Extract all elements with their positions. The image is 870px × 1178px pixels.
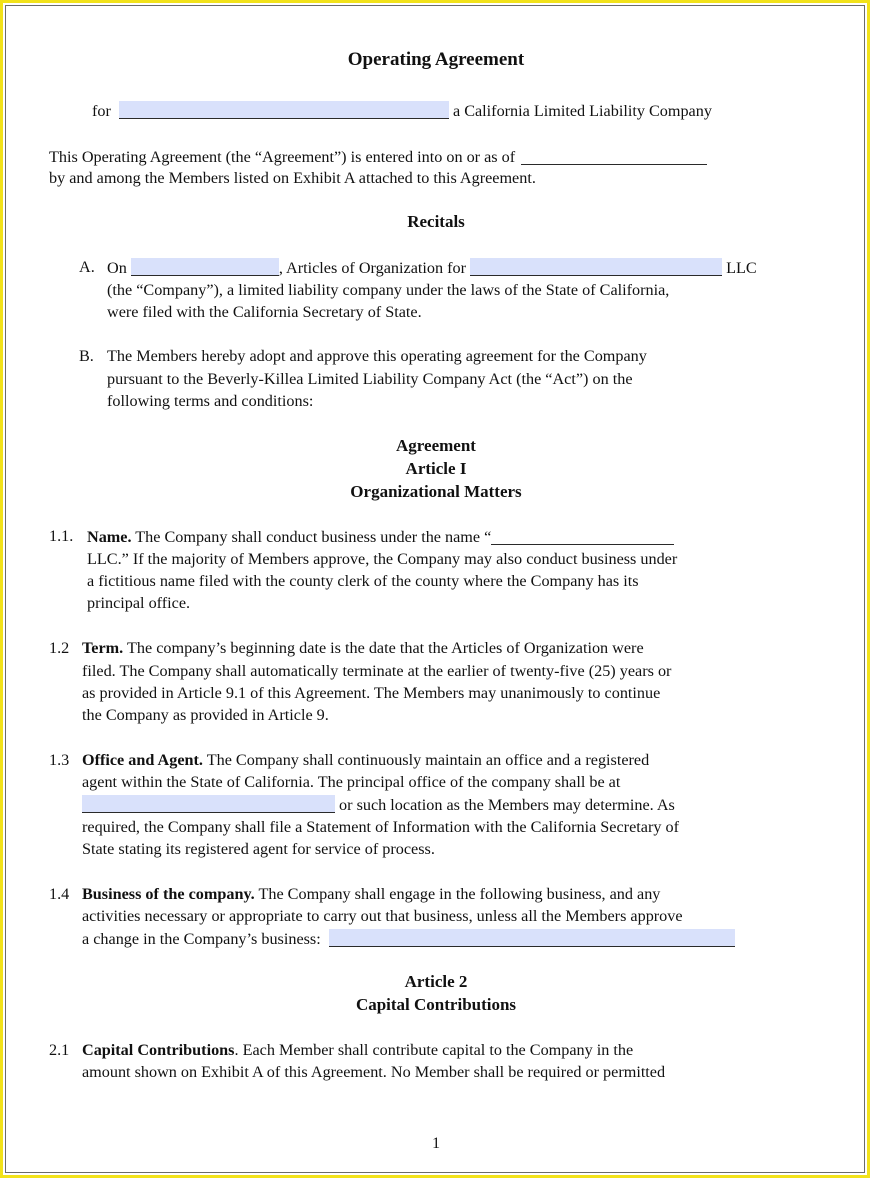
section-2-1-number: 2.1 bbox=[49, 1041, 70, 1059]
section-1-3-line-4: required, the Company shall file a Statement of Information with the California Secretary of bbox=[82, 818, 679, 836]
llc-name-field[interactable] bbox=[470, 258, 722, 276]
recital-a-llc: LLC bbox=[726, 259, 757, 277]
section-1-4-line-1 bbox=[82, 885, 660, 903]
recital-b-line-3: following terms and conditions: bbox=[107, 392, 314, 410]
section-1-4-number: 1.4 bbox=[49, 885, 70, 903]
articles-date-field[interactable] bbox=[131, 258, 279, 276]
article-1-heading: Article I bbox=[405, 459, 467, 478]
effective-date-field[interactable] bbox=[521, 147, 707, 165]
article-1-title: Organizational Matters bbox=[350, 482, 522, 501]
intro-text-1: This Operating Agreement (the “Agreement”) is entered into on or as of bbox=[49, 148, 516, 166]
section-1-3-text-1: The Company shall continuously maintain an office and a registered bbox=[206, 751, 650, 769]
company-name-line bbox=[92, 101, 712, 120]
section-1-1-line-3: a fictitious name filed with the county clerk of the county where the Company has its bbox=[87, 572, 639, 590]
section-1-1-line-1 bbox=[87, 527, 674, 546]
business-name-field[interactable] bbox=[491, 527, 674, 545]
recital-a-line-3: were filed with the California Secretary of State. bbox=[107, 303, 422, 321]
section-1-2-line-4: the Company as provided in Article 9. bbox=[82, 706, 329, 724]
section-1-4-line-2: activities necessary or appropriate to carry out that business, unless all the Members approve bbox=[82, 907, 683, 925]
section-1-2-line-1 bbox=[82, 639, 644, 657]
recital-b-line-2: pursuant to the Beverly-Killea Limited Liability Company Act (the “Act”) on the bbox=[107, 370, 633, 388]
page-number: 1 bbox=[431, 1134, 441, 1152]
section-1-3-line-2: agent within the State of California. The principal office of the company shall be at bbox=[82, 773, 621, 791]
recital-a-marker: A. bbox=[79, 258, 95, 276]
article-2-heading: Article 2 bbox=[404, 972, 468, 991]
section-1-4-text-3: a change in the Company’s business: bbox=[82, 930, 321, 948]
section-2-1-label: Capital Contributions bbox=[82, 1041, 235, 1059]
section-1-3-number: 1.3 bbox=[49, 751, 70, 769]
recital-a-line-2: (the “Company”), a limited liability company under the laws of the State of California, bbox=[107, 281, 670, 299]
section-1-1-line-2: LLC.” If the majority of Members approve, the Company may also conduct business under bbox=[87, 550, 678, 568]
recital-b-line-1: The Members hereby adopt and approve this operating agreement for the Company bbox=[107, 347, 647, 365]
for-label: for bbox=[92, 102, 111, 120]
section-1-1-text-1: The Company shall conduct business under the name “ bbox=[135, 528, 492, 546]
agreement-heading: Agreement bbox=[396, 436, 476, 455]
section-1-3-line-3 bbox=[82, 795, 675, 814]
intro-line-2: by and among the Members listed on Exhibit A attached to this Agreement. bbox=[49, 169, 536, 187]
section-2-1-text-1: . Each Member shall contribute capital to the Company in the bbox=[234, 1041, 634, 1059]
section-1-3-line-5: State stating its registered agent for service of process. bbox=[82, 840, 435, 858]
section-2-1-line-1 bbox=[82, 1041, 633, 1059]
section-1-4-line-3 bbox=[82, 929, 735, 948]
section-1-2-number: 1.2 bbox=[49, 639, 70, 657]
section-2-1-line-2: amount shown on Exhibit A of this Agreement. No Member shall be required or permitted bbox=[82, 1063, 666, 1081]
recital-a-on: On bbox=[107, 259, 127, 277]
document-page bbox=[5, 5, 865, 1173]
section-1-3-label: Office and Agent. bbox=[82, 751, 203, 769]
recital-b-marker: B. bbox=[79, 347, 94, 365]
section-1-1-label: Name. bbox=[87, 528, 132, 546]
article-2-title: Capital Contributions bbox=[355, 995, 517, 1014]
document-title: Operating Agreement bbox=[347, 49, 525, 70]
section-1-1-number: 1.1. bbox=[49, 527, 74, 545]
section-1-2-line-2: filed. The Company shall automatically terminate at the earlier of twenty-five (25) years or bbox=[82, 662, 672, 680]
section-1-2-text-1: The company’s beginning date is the date that the Articles of Organization were bbox=[126, 639, 644, 657]
section-1-4-label: Business of the company. bbox=[82, 885, 255, 903]
company-name-field[interactable] bbox=[119, 101, 449, 119]
section-1-3-line-1 bbox=[82, 751, 649, 769]
recital-a-line-1 bbox=[107, 258, 757, 277]
principal-office-field[interactable] bbox=[82, 795, 335, 813]
section-1-4-text-1: The Company shall engage in the following business, and any bbox=[258, 885, 661, 903]
recital-a-articles: , Articles of Organization for bbox=[278, 259, 466, 277]
section-1-2-label: Term. bbox=[82, 639, 124, 657]
section-1-3-text-3: or such location as the Members may determine. As bbox=[339, 796, 675, 814]
section-1-1-line-4: principal office. bbox=[87, 594, 191, 612]
section-1-2-line-3: as provided in Article 9.1 of this Agreement. The Members may unanimously to continue bbox=[82, 684, 661, 702]
recitals-heading: Recitals bbox=[407, 212, 465, 231]
company-type-text: a California Limited Liability Company bbox=[452, 102, 712, 120]
intro-line-1 bbox=[49, 147, 707, 166]
business-purpose-field[interactable] bbox=[329, 929, 735, 947]
